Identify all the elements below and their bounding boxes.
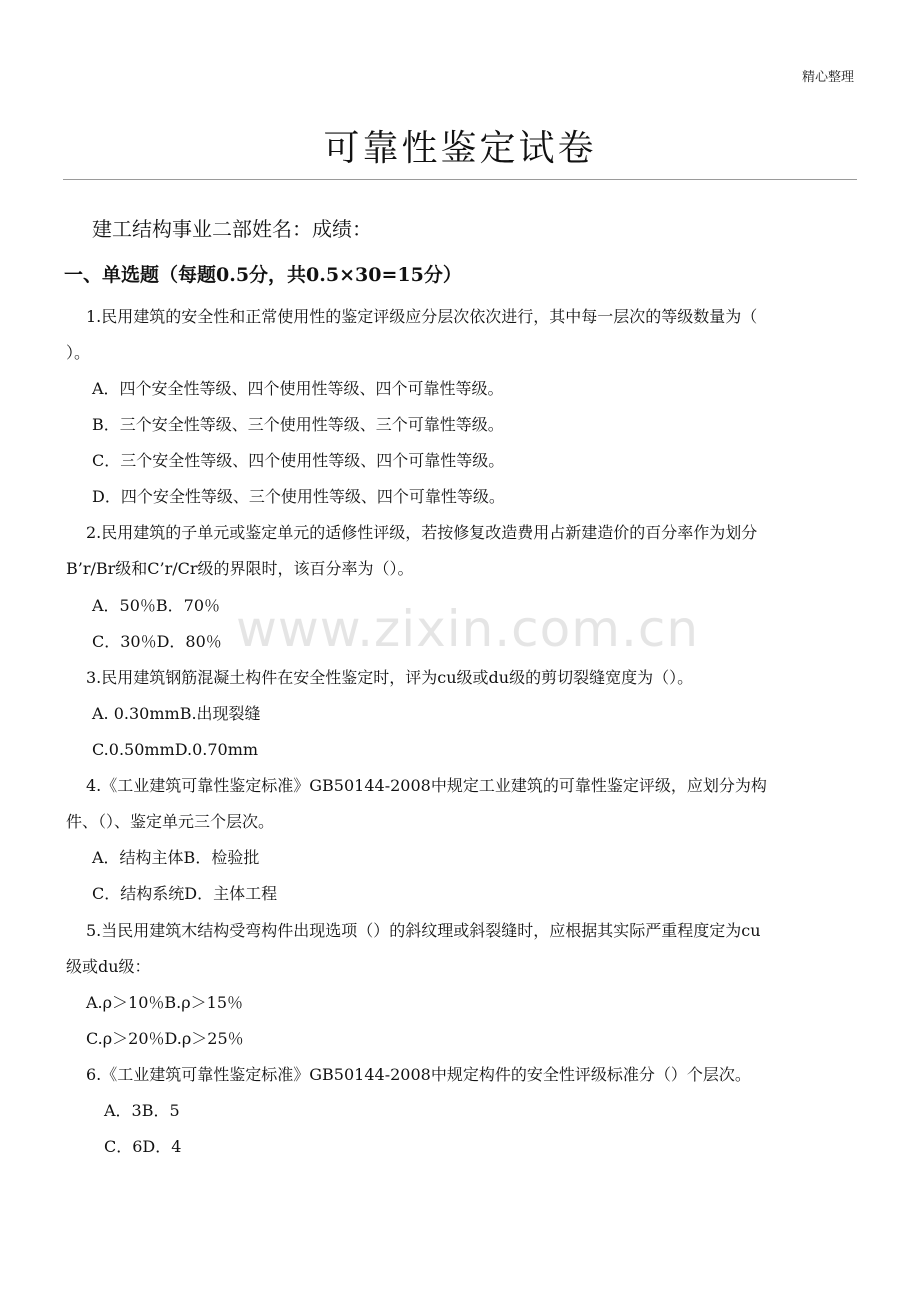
watermark: www.zixin.com.cn — [236, 600, 700, 658]
question-6-text: 6.《工业建筑可靠性鉴定标准》GB50144-2008中规定构件的安全性评级标准分（）个层次。 — [86, 1065, 751, 1084]
question-1-option-c: C．三个安全性等级、四个使用性等级、四个可靠性等级。 — [92, 451, 505, 470]
title-divider — [63, 179, 857, 180]
question-5-options-ab: A.ρ＞10％B.ρ＞15％ — [86, 993, 244, 1012]
question-2-text-cont: B’r/Br级和C’r/Cr级的界限时，该百分率为（）。 — [66, 559, 414, 578]
question-2-options-cd: C．30％D．80％ — [92, 632, 222, 651]
question-1-option-b: B．三个安全性等级、三个使用性等级、三个可靠性等级。 — [92, 415, 504, 434]
question-3-options-cd: C.0.50mmD.0.70mm — [92, 740, 259, 759]
question-5-options-cd: C.ρ＞20％D.ρ＞25％ — [86, 1029, 244, 1048]
question-3-options-ab: A. 0.30mmB.出现裂缝 — [92, 704, 261, 723]
header-note: 精心整理 — [801, 70, 854, 85]
exam-info-line: 建工结构事业二部姓名：成绩： — [92, 217, 372, 241]
question-1-option-d: D．四个安全性等级、三个使用性等级、四个可靠性等级。 — [92, 487, 505, 506]
question-1-option-a: A．四个安全性等级、四个使用性等级、四个可靠性等级。 — [92, 379, 504, 398]
question-1-text-cont: ）。 — [66, 343, 91, 362]
question-4-text-cont: 件、（）、鉴定单元三个层次。 — [66, 812, 275, 831]
question-6-options-ab: A．3B．5 — [104, 1101, 180, 1120]
section-heading: 一、单选题（每题0.5分，共0.5×30=15分） — [64, 264, 462, 286]
question-5-text-cont: 级或du级： — [66, 957, 151, 976]
page-title: 可靠性鉴定试卷 — [323, 128, 597, 169]
question-4-text: 4.《工业建筑可靠性鉴定标准》GB50144-2008中规定工业建筑的可靠性鉴定评级，应划分为构 — [86, 776, 767, 795]
question-6-options-cd: C．6D．4 — [104, 1137, 182, 1156]
question-1-text: 1.民用建筑的安全性和正常使用性的鉴定评级应分层次依次进行，其中每一层次的等级数量为（ — [86, 307, 758, 326]
question-5-text: 5.当民用建筑木结构受弯构件出现选项（）的斜纹理或斜裂缝时，应根据其实际严重程度定为cu — [86, 921, 761, 940]
question-4-options-cd: C．结构系统D．主体工程 — [92, 884, 278, 903]
question-3-text: 3.民用建筑钢筋混凝土构件在安全性鉴定时，评为cu级或du级的剪切裂缝宽度为（）。 — [86, 668, 694, 687]
question-2-text: 2.民用建筑的子单元或鉴定单元的适修性评级，若按修复改造费用占新建造价的百分率作为划分 — [86, 523, 758, 542]
question-4-options-ab: A．结构主体B．检验批 — [92, 848, 260, 867]
question-2-options-ab: A．50％B．70％ — [92, 596, 221, 615]
